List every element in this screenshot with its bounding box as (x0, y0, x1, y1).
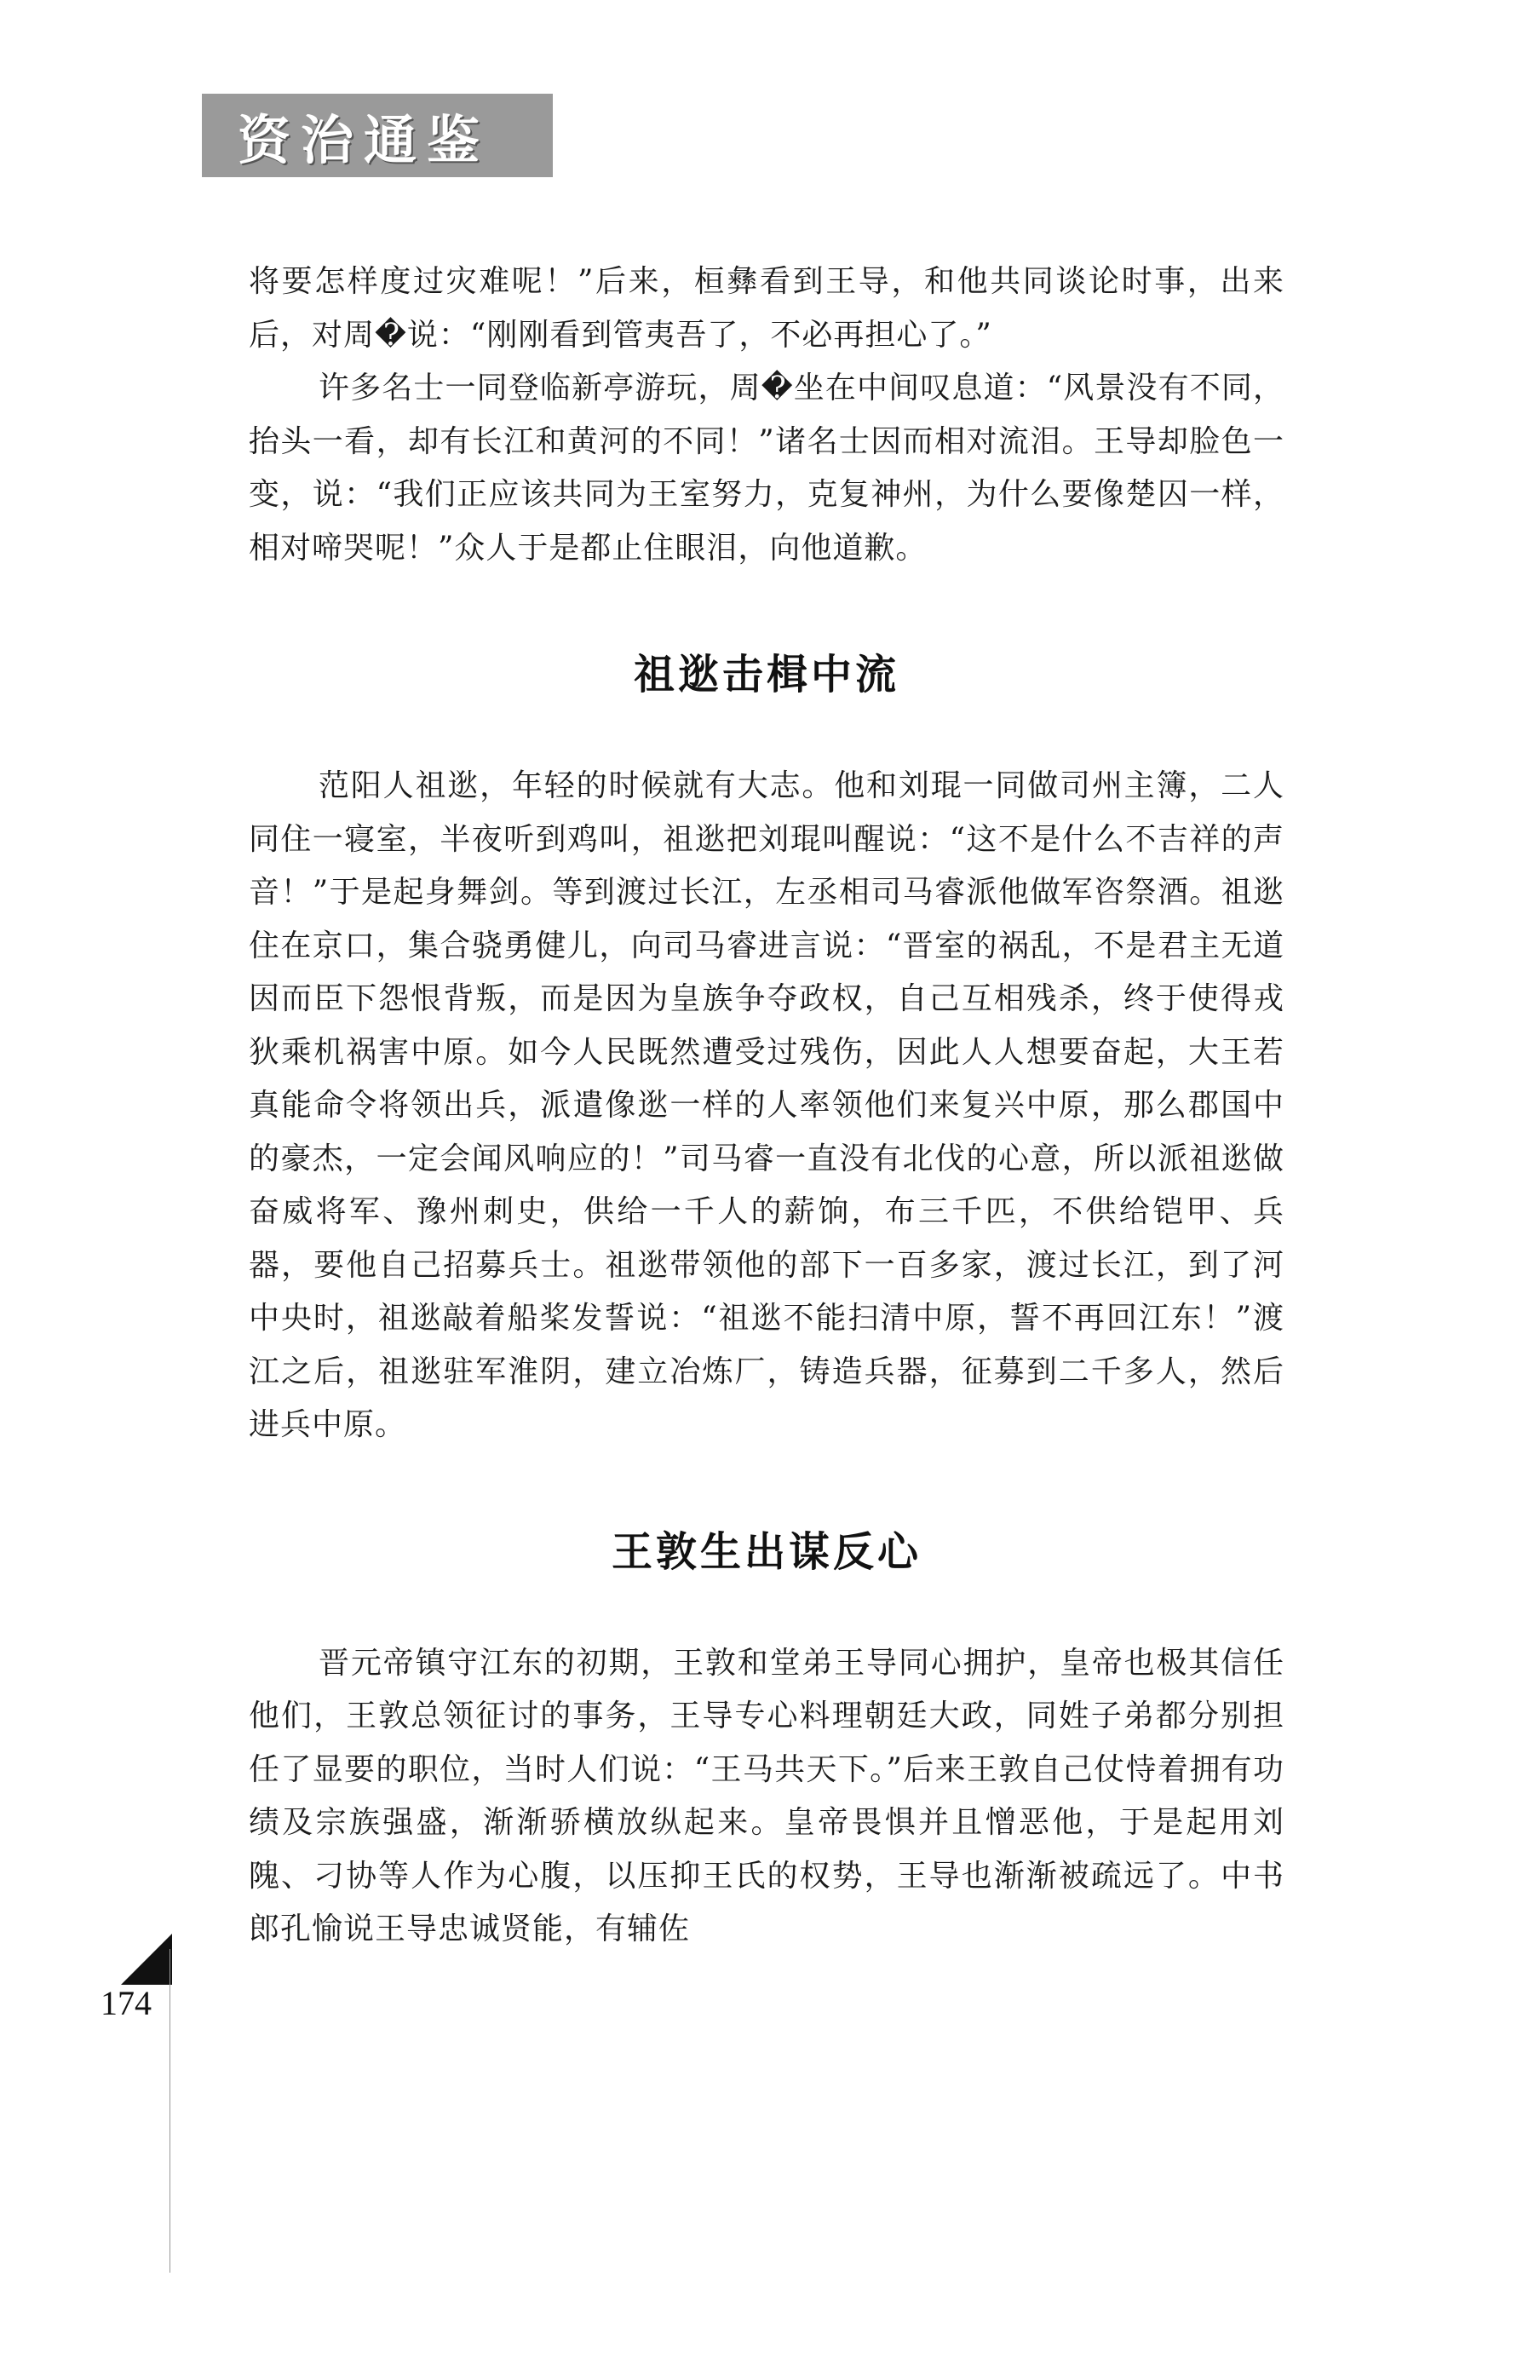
body-paragraph: 范阳人祖逖，年轻的时候就有大志。他和刘琨一同做司州主簿，二人同住一寝室，半夜听到鸡叫，祖逖把刘琨叫醒说：“这不是什么不吉祥的声音！”于是起身舞剑。等到渡过长江，左丞相司马睿派他做军咨祭酒。祖逖住在京口，集合骁勇健儿，向司马睿进言说：“晋室的祸乱，不是君主无道因而臣下怨恨背叛，而是因为皇族争夺政权，自己互相残杀，终于使得戎狄乘机祸害中原。如今人民既然遭受过残伤，因此人人想要奋起，大王若真能命令将领出兵，派遣像逖一样的人率领他们来复兴中原，那么郡国中的豪杰，一定会闻风响应的！”司马睿一直没有北伐的心意，所以派祖逖做奋威将军、豫州刺史，供给一千人的薪饷，布三千匹，不供给铠甲、兵器，要他自己招募兵士。祖逖带领他的部下一百多家，渡过长江，到了河中央时，祖逖敲着船桨发誓说：“祖逖不能扫清中原，誓不再回江东！”渡江之后，祖逖驻军淮阴，建立冶炼厂，铸造兵器，征募到二千多人，然后进兵中原。 (249, 768, 1284, 1442)
page-corner-marker (121, 1934, 172, 1985)
page-body (249, 256, 1284, 1957)
page-number: 174 (101, 1984, 152, 2022)
body-paragraph: 将要怎样度过灾难呢！”后来，桓彝看到王导，和他共同谈论时事，出来后，对周�说：“刚刚看到管夷吾了，不必再担心了。” (249, 264, 1284, 353)
body-paragraph: 许多名士一同登临新亭游玩，周�坐在中间叹息道：“风景没有不同，抬头一看，却有长江和黄河的不同！”诸名士因而相对流泪。王导却脸色一变，说：“我们正应该共同为王室努力，克复神州，为什么要像楚囚一样，相对啼哭呢！”众人于是都止住眼泪，向他道歉。 (249, 371, 1284, 566)
book-title: 资治通鉴 (238, 108, 491, 171)
section-heading: 王敦生出谋反心 (611, 1527, 922, 1576)
section-heading: 祖逖击楫中流 (633, 651, 899, 698)
running-header-box (202, 94, 553, 177)
body-paragraph: 晋元帝镇守江东的初期，王敦和堂弟王导同心拥护，皇帝也极其信任他们，王敦总领征讨的事务，王导专心料理朝廷大政，同姓子弟都分别担任了显要的职位，当时人们说：“王马共天下。”后来王敦自己仗恃着拥有功绩及宗族强盛，渐渐骄横放纵起来。皇帝畏惧并且憎恶他，于是起用刘隗、刁协等人作为心腹，以压抑王氏的权势，王导也渐渐被疏远了。中书郎孔愉说王导忠诚贤能，有辅佐 (249, 1645, 1284, 1946)
